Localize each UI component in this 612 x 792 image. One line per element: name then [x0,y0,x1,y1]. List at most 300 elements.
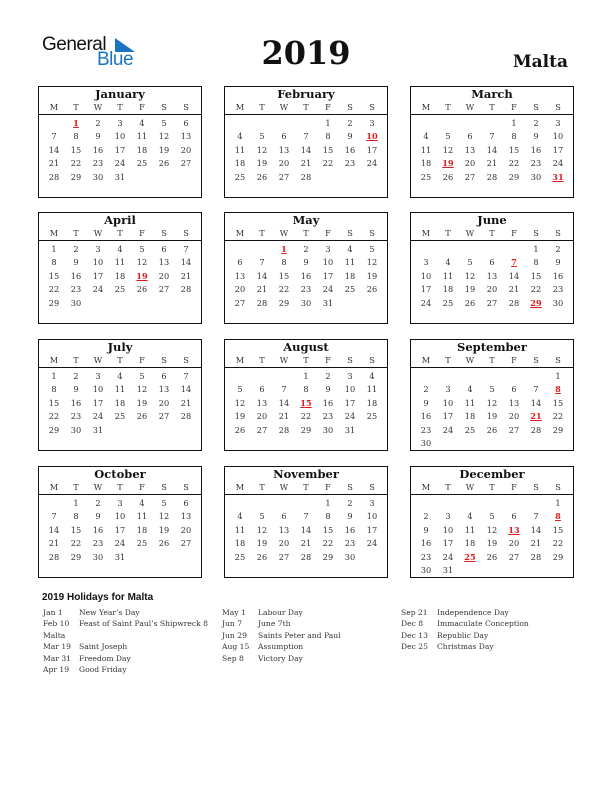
weekday-label: T [259,355,265,365]
day-cell [229,370,251,383]
day-cell: 3 [325,244,331,254]
weekday-label: T [117,228,123,238]
holiday-entry [401,641,529,652]
holidays-title: 2019 Holidays for Malta [42,592,154,603]
holiday-entry [43,641,208,652]
day-cell: 21 [278,411,290,422]
day-cell: 8 [533,257,539,268]
day-cell: 20 [508,538,520,549]
day-cell [415,497,437,510]
day-cell: 17 [442,411,454,422]
day-cell: 22 [530,284,542,295]
day-cell: 12 [158,131,170,142]
day-cell: 16 [344,144,356,155]
day-cell: 1 [325,498,331,508]
day-cell: 10 [92,257,104,268]
holiday-date: Mar 19 [43,642,72,652]
day-cell: 14 [48,144,60,155]
days-grid [225,115,387,184]
weekday-label: W [279,228,289,238]
day-cell: 4 [117,371,123,381]
weekday-header [225,481,387,495]
day-cell: 10 [114,131,126,142]
month-june [410,212,574,324]
day-cell: 13 [180,511,192,522]
day-cell: 1 [73,498,79,508]
day-cell: 15 [508,144,520,155]
day-cell: 6 [161,244,167,254]
holiday-day-cell: 1 [281,244,287,254]
day-cell: 16 [552,270,564,281]
day-cell: 6 [183,498,189,508]
week-row [415,117,569,130]
day-cell: 9 [555,257,561,268]
weekday-label: T [303,102,309,112]
weekday-label: W [93,482,103,492]
weekday-label: T [445,228,451,238]
day-cell: 31 [322,297,334,308]
holiday-day-cell: 29 [530,297,542,308]
day-cell: 27 [180,538,192,549]
weekday-label: T [445,482,451,492]
day-cell [295,117,317,130]
day-cell: 20 [234,284,246,295]
week-row [43,256,197,269]
day-cell: 5 [259,131,265,142]
day-cell: 22 [70,538,82,549]
weekday-label: M [49,355,59,365]
day-cell: 23 [70,411,82,422]
month-september [410,339,574,451]
weekday-label: S [533,228,539,238]
day-cell [503,564,525,577]
day-cell: 12 [256,144,268,155]
week-row [415,370,569,383]
weekday-label: M [421,482,431,492]
holiday-entry [43,664,208,675]
month-name: July [107,340,133,354]
holiday-entry [43,653,208,664]
day-cell [525,370,547,383]
holidays-column [43,607,208,675]
day-cell: 15 [278,270,290,281]
week-row [43,537,197,550]
holiday-name: June 7th [258,619,291,629]
day-cell: 3 [423,257,429,268]
day-cell: 25 [234,551,246,562]
day-cell: 5 [369,244,375,254]
day-cell [547,437,569,450]
day-cell: 23 [344,158,356,169]
day-cell: 18 [464,538,476,549]
day-cell: 10 [366,511,378,522]
day-cell: 26 [136,284,148,295]
day-cell [339,171,361,184]
day-cell: 24 [552,158,564,169]
day-cell: 11 [464,397,476,408]
holiday-day-cell: 15 [300,397,312,408]
day-cell: 27 [278,551,290,562]
day-cell: 7 [533,384,539,395]
days-grid [225,368,387,437]
days-grid [411,368,573,450]
day-cell [361,551,383,564]
holiday-name: Christmas Day [437,642,494,652]
week-row [229,297,383,310]
day-cell: 22 [552,538,564,549]
day-cell: 23 [92,158,104,169]
week-row [415,157,569,170]
day-cell: 29 [300,424,312,435]
holiday-name: Saints Peter and Paul [258,630,341,640]
day-cell: 30 [420,564,432,575]
day-cell: 20 [508,411,520,422]
day-cell: 24 [344,411,356,422]
day-cell: 31 [344,424,356,435]
week-row [415,270,569,283]
weekday-label: T [303,228,309,238]
day-cell: 3 [117,118,123,128]
day-cell: 2 [73,244,79,254]
weekday-label: F [511,102,517,112]
month-august [224,339,388,451]
holiday-entry [401,618,529,629]
day-cell: 17 [366,144,378,155]
day-cell: 15 [552,524,564,535]
day-cell: 13 [508,397,520,408]
holiday-entry [222,630,341,641]
day-cell: 24 [420,297,432,308]
day-cell: 10 [92,384,104,395]
holiday-name: Victory Day [258,653,303,663]
day-cell [251,370,273,383]
day-cell: 15 [552,397,564,408]
day-cell: 9 [73,257,79,268]
day-cell: 31 [92,424,104,435]
holiday-name: Immaculate Conception [437,619,529,629]
day-cell [525,564,547,577]
week-row [415,130,569,143]
days-grid [411,115,573,184]
day-cell: 14 [530,397,542,408]
day-cell: 6 [281,511,287,522]
day-cell [273,497,295,510]
day-cell: 15 [530,270,542,281]
day-cell: 11 [344,257,356,268]
weekday-label: T [303,482,309,492]
day-cell [87,297,109,310]
holiday-name: Good Friday [79,664,127,674]
weekday-label: S [161,355,167,365]
week-row [229,370,383,383]
day-cell [317,171,339,184]
day-cell: 28 [486,171,498,182]
weekday-label: M [49,102,59,112]
day-cell: 28 [180,284,192,295]
day-cell [415,117,437,130]
day-cell: 20 [158,397,170,408]
day-cell: 18 [366,397,378,408]
day-cell: 21 [180,397,192,408]
day-cell [229,117,251,130]
day-cell [131,551,153,564]
day-cell: 4 [369,371,375,381]
day-cell: 21 [530,538,542,549]
week-row [229,171,383,184]
week-row [229,270,383,283]
weekday-label: T [73,482,79,492]
day-cell [43,117,65,130]
weekday-label: M [235,102,245,112]
week-row [415,171,569,184]
day-cell: 19 [234,411,246,422]
day-cell: 16 [70,270,82,281]
day-cell: 21 [486,158,498,169]
weekday-label: W [465,228,475,238]
week-row [43,497,197,510]
weekday-label: S [369,355,375,365]
day-cell: 15 [322,144,334,155]
day-cell [361,297,383,310]
weekday-label: S [161,228,167,238]
day-cell: 27 [158,411,170,422]
day-cell: 29 [322,551,334,562]
day-cell: 24 [322,284,334,295]
day-cell: 23 [552,284,564,295]
weekday-label: F [325,228,331,238]
week-row [415,243,569,256]
holiday-entry [43,618,208,629]
day-cell: 2 [347,118,353,128]
month-october [38,466,202,578]
day-cell: 27 [464,171,476,182]
weekday-header [39,481,201,495]
day-cell: 21 [256,284,268,295]
day-cell [415,370,437,383]
day-cell: 5 [161,498,167,508]
day-cell: 5 [139,244,145,254]
holiday-day-cell: 10 [366,131,378,142]
day-cell: 26 [136,411,148,422]
day-cell [525,437,547,450]
day-cell: 13 [464,144,476,155]
weekday-label: F [139,355,145,365]
day-cell [361,424,383,437]
day-cell: 5 [139,371,145,381]
weekday-header [411,481,573,495]
day-cell: 9 [95,511,101,522]
country-name: Malta [512,52,568,72]
day-cell: 10 [420,270,432,281]
day-cell: 7 [489,131,495,142]
holiday-day-cell: 21 [530,411,542,422]
weekday-label: F [511,355,517,365]
day-cell: 12 [136,384,148,395]
day-cell: 26 [486,551,498,562]
day-cell: 12 [256,524,268,535]
days-grid [225,495,387,564]
day-cell: 25 [234,171,246,182]
day-cell: 24 [114,158,126,169]
day-cell: 28 [530,551,542,562]
weekday-header [411,354,573,368]
month-name: November [273,467,339,481]
day-cell: 3 [95,371,101,381]
day-cell: 18 [136,144,148,155]
holiday-name: Labour Day [258,608,303,617]
weekday-label: M [49,228,59,238]
day-cell: 3 [369,118,375,128]
day-cell: 8 [51,384,57,395]
holiday-entry [43,607,208,618]
weekday-label: M [235,228,245,238]
weekday-label: S [533,102,539,112]
day-cell [153,424,175,437]
weekday-label: W [465,102,475,112]
month-name: June [477,213,507,227]
week-row [229,383,383,396]
week-row [229,510,383,523]
day-cell: 13 [278,524,290,535]
day-cell [481,117,503,130]
week-row [43,383,197,396]
week-row [229,551,383,564]
week-row [43,117,197,130]
weekday-header [39,354,201,368]
day-cell: 2 [423,384,429,395]
week-row [415,537,569,550]
day-cell [481,497,503,510]
day-cell: 12 [158,511,170,522]
weekday-header [225,101,387,115]
day-cell: 28 [256,297,268,308]
weekday-label: S [161,102,167,112]
day-cell: 11 [136,131,148,142]
day-cell: 8 [73,131,79,142]
days-grid [39,368,201,437]
day-cell: 19 [486,538,498,549]
day-cell: 4 [117,244,123,254]
month-may [224,212,388,324]
weekday-label: T [489,228,495,238]
weekday-label: F [139,228,145,238]
week-row [43,551,197,564]
day-cell: 4 [467,511,473,522]
day-cell: 2 [423,511,429,522]
day-cell: 17 [114,144,126,155]
day-cell: 15 [48,397,60,408]
day-cell: 9 [533,131,539,142]
day-cell [229,497,251,510]
day-cell [437,497,459,510]
weekday-label: T [259,102,265,112]
week-row [43,524,197,537]
day-cell [503,497,525,510]
weekday-label: W [93,228,103,238]
day-cell: 3 [117,498,123,508]
days-grid [39,495,201,564]
day-cell: 4 [237,511,243,522]
day-cell [153,551,175,564]
day-cell: 11 [366,384,378,395]
weekday-label: S [161,482,167,492]
day-cell: 12 [486,524,498,535]
day-cell: 19 [256,158,268,169]
day-cell: 16 [70,397,82,408]
day-cell: 8 [281,257,287,268]
holiday-date: Jun 7 [222,619,243,629]
day-cell: 15 [322,524,334,535]
weekday-label: W [279,355,289,365]
day-cell: 15 [70,524,82,535]
day-cell: 5 [259,511,265,522]
day-cell [295,497,317,510]
weekday-label: S [555,228,561,238]
week-row [229,497,383,510]
day-cell: 26 [158,538,170,549]
week-row [229,157,383,170]
holiday-name: Feast of Saint Paul’s Shipwreck 8 [79,619,208,629]
day-cell [459,497,481,510]
weekday-label: T [259,228,265,238]
day-cell: 13 [158,257,170,268]
day-cell [503,437,525,450]
holiday-day-cell: 8 [555,511,561,522]
holiday-day-cell: 19 [442,158,454,169]
holidays-column [222,607,341,664]
week-row [229,243,383,256]
day-cell [175,297,197,310]
weekday-label: T [73,355,79,365]
week-row [415,497,569,510]
weekday-label: F [139,102,145,112]
day-cell [251,243,273,256]
holiday-name: Saint Joseph [79,642,128,652]
day-cell: 9 [325,384,331,395]
day-cell: 29 [70,171,82,182]
day-cell: 30 [92,171,104,182]
day-cell: 22 [300,411,312,422]
holiday-date: Dec 8 [401,619,424,629]
holiday-day-cell: 25 [464,551,476,562]
day-cell [503,243,525,256]
month-name: May [292,213,320,227]
day-cell: 2 [95,118,101,128]
day-cell: 17 [322,270,334,281]
day-cell: 4 [139,498,145,508]
day-cell: 13 [278,144,290,155]
day-cell: 3 [445,511,451,522]
day-cell [229,243,251,256]
day-cell [481,437,503,450]
day-cell: 24 [114,538,126,549]
month-january [38,86,202,198]
day-cell: 22 [48,284,60,295]
day-cell: 30 [530,171,542,182]
day-cell: 12 [486,397,498,408]
day-cell: 7 [183,371,189,381]
day-cell: 30 [70,297,82,308]
day-cell [503,370,525,383]
day-cell: 16 [300,270,312,281]
weekday-label: M [421,228,431,238]
day-cell: 16 [92,144,104,155]
day-cell: 18 [464,411,476,422]
day-cell: 25 [442,297,454,308]
day-cell: 7 [303,131,309,142]
holiday-day-cell: 31 [552,171,564,182]
day-cell: 11 [234,524,246,535]
